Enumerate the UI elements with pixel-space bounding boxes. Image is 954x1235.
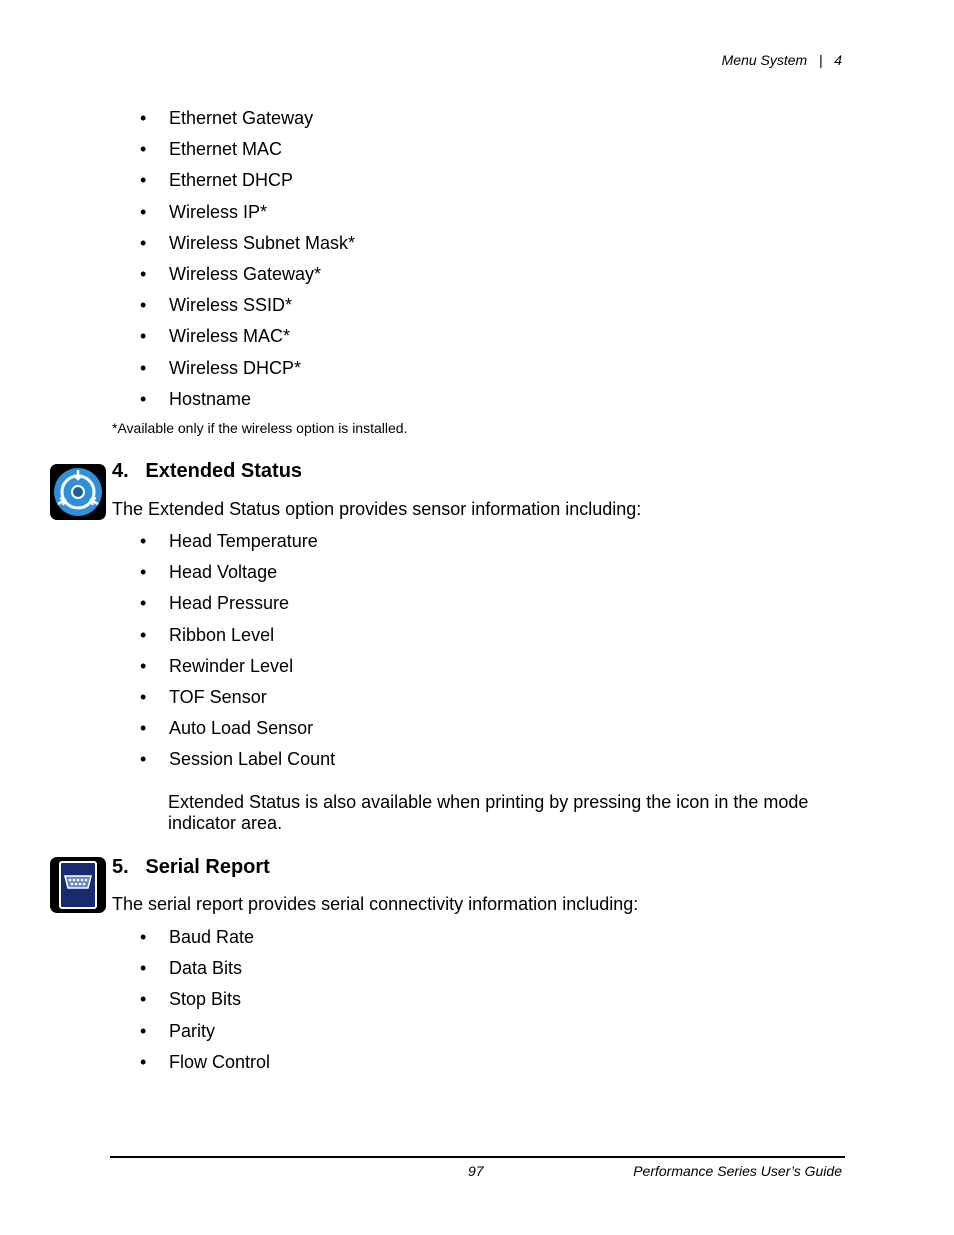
guide-title: Performance Series User’s Guide bbox=[633, 1163, 842, 1179]
list-item: • Head Voltage bbox=[140, 562, 278, 583]
list-item: • Ethernet DHCP bbox=[140, 170, 294, 191]
header-separator: | bbox=[818, 52, 823, 68]
serial-report-list bbox=[140, 926, 270, 1082]
list-item: • Baud Rate bbox=[140, 927, 255, 947]
header-section: Menu System bbox=[721, 52, 808, 68]
list-item: • Auto Load Sensor bbox=[140, 718, 314, 739]
list-item: • Wireless SSID* bbox=[140, 295, 293, 316]
list-item: • Parity bbox=[140, 1020, 216, 1041]
serial-port-icon bbox=[50, 857, 106, 913]
list-item: • Data Bits bbox=[140, 958, 243, 979]
list-item: • Wireless Subnet Mask* bbox=[140, 232, 356, 253]
list-item: • TOF Sensor bbox=[140, 686, 267, 707]
list-item: • Stop Bits bbox=[140, 989, 242, 1010]
section-title-extended-status: 4. Extended Status bbox=[112, 460, 303, 482]
network-info-list bbox=[140, 107, 355, 419]
list-item: • Head Pressure bbox=[140, 593, 290, 614]
list-item: • Session Label Count bbox=[140, 749, 336, 770]
list-item: • Wireless DHCP* bbox=[140, 357, 302, 378]
footer-rule bbox=[110, 1156, 845, 1158]
page-number: 97 bbox=[468, 1163, 484, 1179]
list-item: • Ethernet MAC bbox=[140, 139, 283, 160]
list-item: • Wireless MAC* bbox=[140, 326, 291, 347]
section-title-serial-report: 5. Serial Report bbox=[112, 856, 270, 878]
running-header bbox=[722, 52, 842, 68]
list-item: • Ribbon Level bbox=[140, 624, 275, 645]
extended-status-icon bbox=[50, 464, 106, 520]
list-item: • Ethernet Gateway bbox=[140, 108, 314, 128]
list-item: • Head Temperature bbox=[140, 531, 318, 551]
list-item: • Hostname bbox=[140, 388, 252, 409]
header-chapter: 4 bbox=[834, 52, 842, 68]
extended-status-note: Extended Status is also available when printing by pressing the icon in the mode indicator area. bbox=[168, 792, 809, 833]
list-item: • Rewinder Level bbox=[140, 655, 294, 676]
extended-status-list bbox=[140, 530, 335, 780]
list-item: • Flow Control bbox=[140, 1051, 271, 1072]
serial-report-intro: The serial report provides serial connectivity information including: bbox=[112, 894, 639, 914]
list-item: • Wireless IP* bbox=[140, 201, 268, 222]
wireless-footnote: *Available only if the wireless option is installed. bbox=[112, 420, 408, 436]
extended-status-intro: The Extended Status option provides sensor information including: bbox=[112, 499, 642, 519]
list-item: • Wireless Gateway* bbox=[140, 263, 322, 284]
